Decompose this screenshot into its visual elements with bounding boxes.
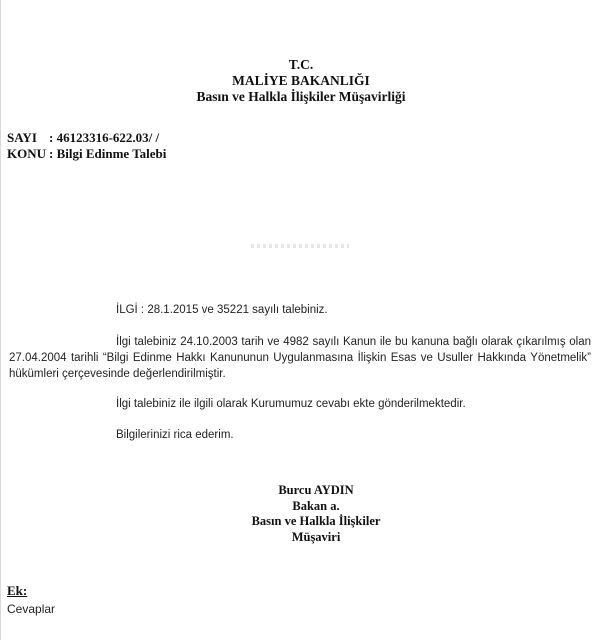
sayi-label: SAYI	[7, 130, 37, 145]
letterhead-ministry: MALİYE BAKANLIĞI	[232, 73, 370, 88]
reference-line: İLGİ : 28.1.2015 ve 35221 sayılı talebiniz.	[116, 304, 328, 316]
signatory-name: Burcu AYDIN	[278, 483, 354, 497]
signature-block	[216, 483, 416, 545]
signatory-on-behalf: Bakan a.	[292, 498, 340, 513]
letterhead-department: Basın ve Halkla İlişkiler Müşavirliği	[196, 89, 406, 104]
letterhead	[1, 57, 600, 105]
attachment-item: Cevaplar	[7, 602, 56, 616]
letterhead-country: T.C.	[288, 57, 314, 72]
attachment-label: Ek:	[7, 583, 28, 598]
konu-value: : Bilgi Edinme Talebi	[49, 146, 167, 161]
paragraph-main: İlgi talebiniz 24.10.2003 tarih ve 4982 sayılı Kanun ile bu kanuna bağlı olarak çıkarılmış olan 27.04.2004 tarihli “Bilgi Edinme Hakkı Kanununun Uygulanmasına İlişkin Esas ve Usuller Hakkında Yönetmelik” hükümleri çerçevesinde değerlendirilmiştir.	[9, 336, 591, 380]
sayi-row	[7, 130, 166, 146]
paragraph-closing: Bilgilerinizi rica ederim.	[116, 429, 234, 441]
paragraph-attachment-note: İlgi talebiniz ile ilgili olarak Kurumumuz cevabı ekte gönderilmektedir.	[116, 398, 466, 410]
konu-label: KONU	[7, 146, 46, 161]
konu-row	[7, 146, 166, 162]
signatory-title: Müşaviri	[291, 529, 341, 544]
sayi-value: : 46123316-622.03/ /	[49, 130, 160, 145]
signatory-department: Basın ve Halkla İlişkiler	[251, 514, 381, 528]
faint-watermark-mark	[251, 244, 349, 248]
document-meta	[7, 130, 166, 162]
